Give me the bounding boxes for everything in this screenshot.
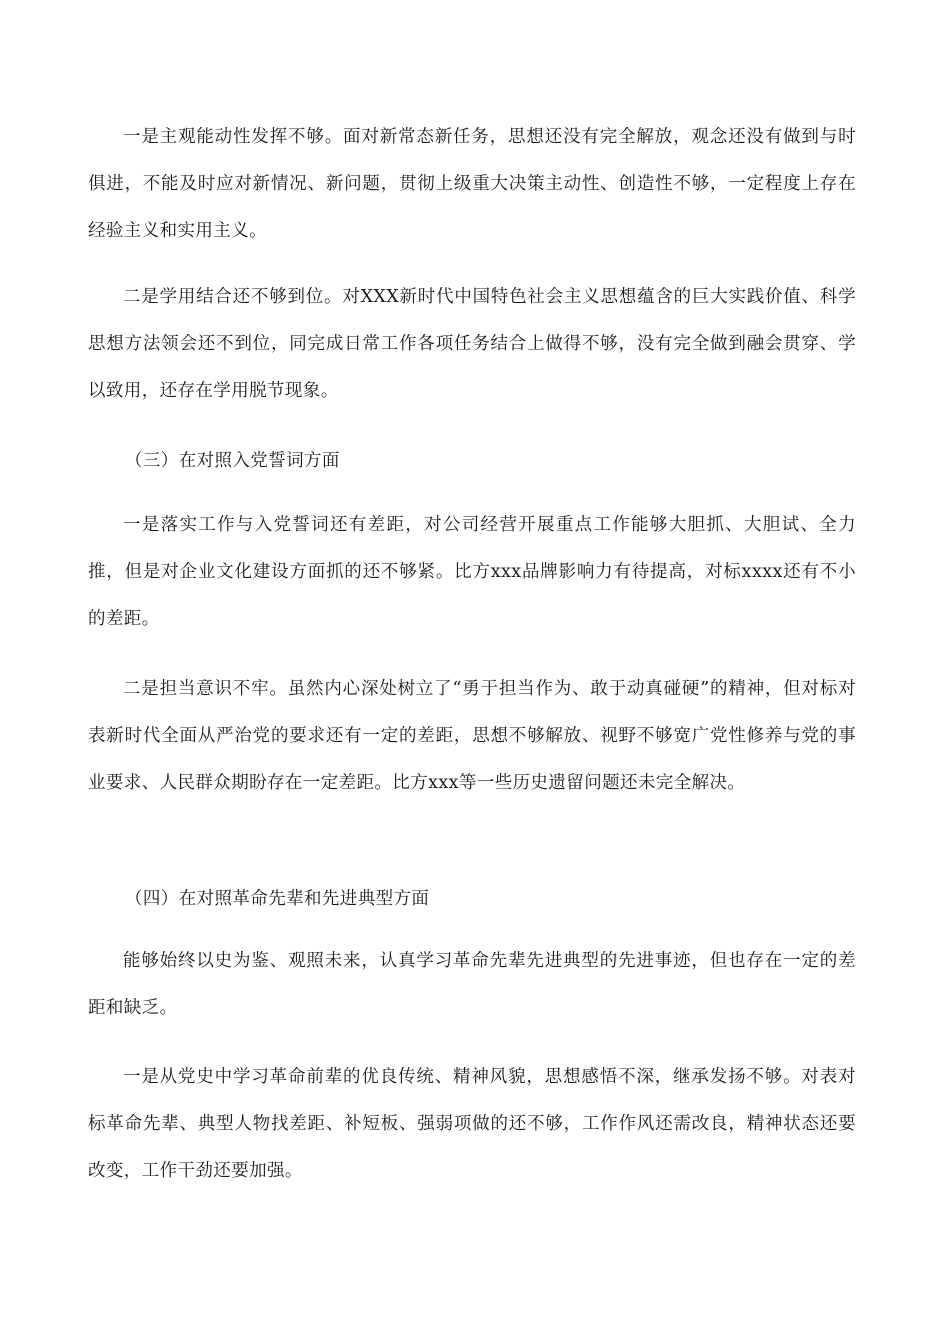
section-heading-revolutionary-models: （四）在对照革命先辈和先进典型方面 bbox=[125, 889, 430, 909]
paragraph-initiative: 一是主观能动性发挥不够。面对新常态新任务，思想还没有完全解放，观念还没有做到与时俱进，不能及时应对新情况、新问题，贯彻上级重大决策主动性、创造性不够，一定程度上存在经验主义和实用主义。 bbox=[88, 127, 856, 241]
paragraph-party-history: 一是从党史中学习革命前辈的优良传统、精神风貌，思想感悟不深，继承发扬不够。对表对标革命先辈、典型人物找差距、补短板、强弱项做的还不够，工作作风还需改良，精神状态还要改变，工作干劲还要加强。 bbox=[88, 1067, 856, 1181]
paragraph-responsibility: 二是担当意识不牢。虽然内心深处树立了“勇于担当作为、敢于动真碰硬”的精神，但对标对表新时代全面从严治党的要求还有一定的差距，思想不够解放、视野不够宽广党性修养与党的事业要求、人民群众期盼存在一定差距。比方xxx等一些历史遗留问题还未完全解决。 bbox=[88, 679, 856, 793]
paragraph-oath-gap: 一是落实工作与入党誓词还有差距，对公司经营开展重点工作能够大胆抓、大胆试、全力推，但是对企业文化建设方面抓的还不够紧。比方xxx品牌影响力有待提高，对标xxxx还有不小的差距。 bbox=[88, 515, 856, 629]
paragraph-learn-history: 能够始终以史为鉴、观照未来，认真学习革命先辈先进典型的先进事迹，但也存在一定的差距和缺乏。 bbox=[88, 951, 856, 1018]
section-heading-oath: （三）在对照入党誓词方面 bbox=[125, 451, 340, 471]
paragraph-study-application: 二是学用结合还不够到位。对XXX新时代中国特色社会主义思想蕴含的巨大实践价值、科学思想方法领会还不到位，同完成日常工作各项任务结合上做得不够，没有完全做到融会贯穿、学以致用，还存在学用脱节现象。 bbox=[88, 287, 856, 401]
